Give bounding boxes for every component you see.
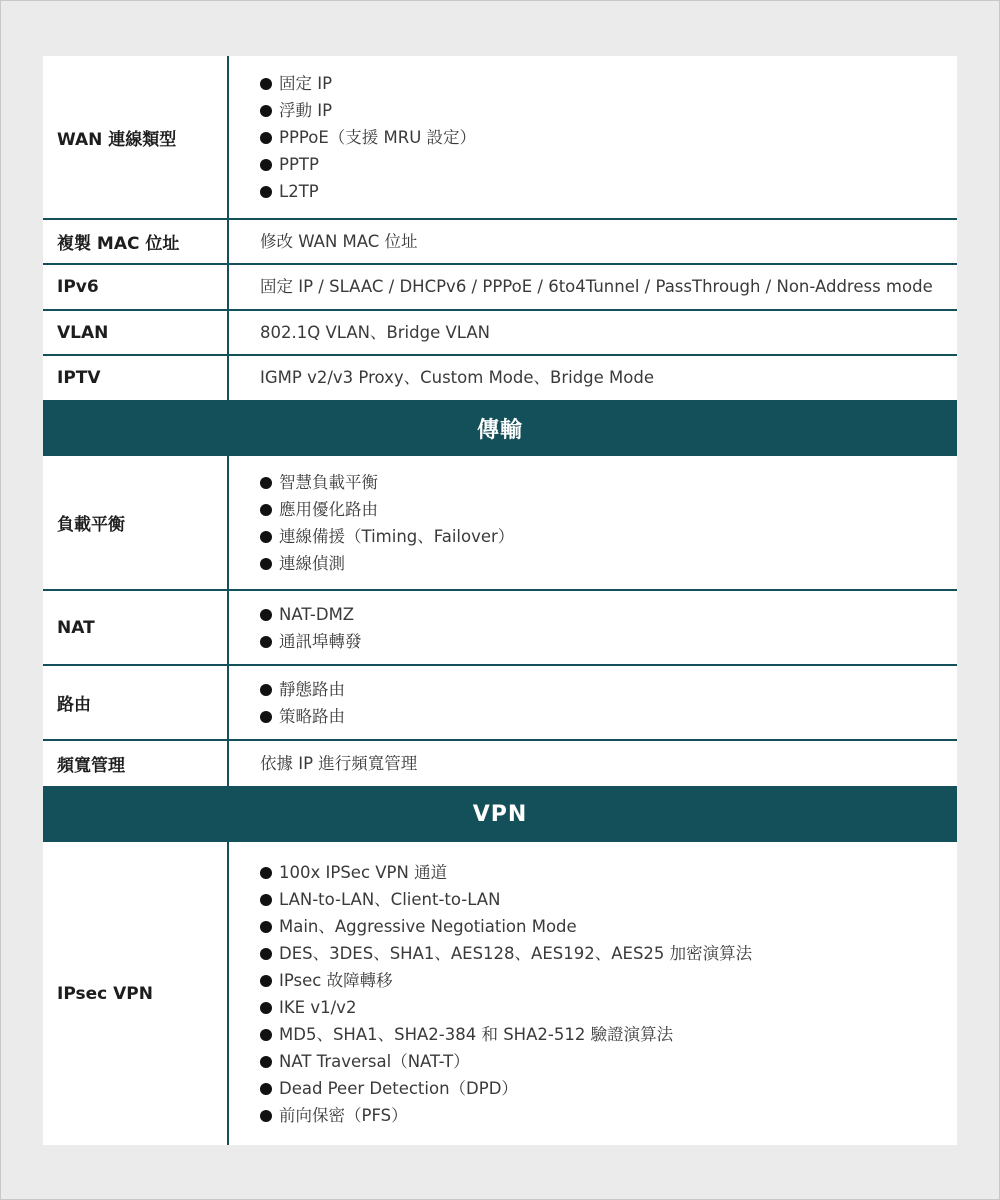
bullet-list [260, 859, 957, 1129]
spec-row-nat [43, 591, 957, 666]
list-item: 浮動 IP [260, 97, 957, 124]
spec-row-bandwidth [43, 741, 957, 786]
list-item: 固定 IP [260, 70, 957, 97]
spec-label: 複製 MAC 位址 [43, 220, 229, 263]
bullet-list [260, 469, 957, 577]
list-item: 策略路由 [260, 703, 957, 730]
spec-label: 路由 [43, 666, 229, 739]
spec-label: 頻寬管理 [43, 741, 229, 786]
spec-value [229, 591, 957, 664]
list-item: 靜態路由 [260, 676, 957, 703]
spec-label: WAN 連線類型 [43, 56, 229, 218]
list-item: LAN-to-LAN、Client-to-LAN [260, 886, 957, 913]
section-header-transport: 傳輸 [43, 400, 957, 456]
list-item: NAT-DMZ [260, 601, 957, 628]
spec-row-vlan [43, 311, 957, 356]
list-item: PPTP [260, 151, 957, 178]
spec-row-wan-type [43, 56, 957, 220]
spec-row-iptv [43, 356, 957, 400]
spec-value: IGMP v2/v3 Proxy、Custom Mode、Bridge Mode [260, 368, 655, 387]
list-item: NAT Traversal（NAT-T） [260, 1048, 957, 1075]
bullet-list [260, 601, 957, 655]
list-item: 通訊埠轉發 [260, 628, 957, 655]
spec-row-ipsec-vpn [43, 842, 957, 1145]
spec-value [229, 842, 957, 1145]
spec-value: 802.1Q VLAN、Bridge VLAN [260, 322, 490, 342]
spec-label: IPTV [43, 356, 229, 400]
spec-row-clone-mac [43, 220, 957, 265]
list-item: DES、3DES、SHA1、AES128、AES192、AES25 加密演算法 [260, 940, 957, 967]
spec-label: NAT [43, 591, 229, 664]
spec-value: 修改 WAN MAC 位址 [260, 231, 418, 251]
list-item: 連線偵測 [260, 550, 957, 577]
spec-row-ipv6 [43, 265, 957, 311]
spec-row-load-balance [43, 456, 957, 591]
list-item: 100x IPSec VPN 通道 [260, 859, 957, 886]
spec-label: IPsec VPN [43, 842, 229, 1145]
list-item: PPPoE（支援 MRU 設定） [260, 124, 957, 151]
list-item: 智慧負載平衡 [260, 469, 957, 496]
list-item: L2TP [260, 178, 957, 205]
list-item: 應用優化路由 [260, 496, 957, 523]
spec-value [229, 56, 957, 218]
list-item: 連線備援（Timing、Failover） [260, 523, 957, 550]
spec-value [229, 456, 957, 589]
list-item: MD5、SHA1、SHA2-384 和 SHA2-512 驗證演算法 [260, 1021, 957, 1048]
list-item: 前向保密（PFS） [260, 1102, 957, 1129]
spec-label: VLAN [43, 311, 229, 354]
list-item: Main、Aggressive Negotiation Mode [260, 913, 957, 940]
spec-label: IPv6 [43, 265, 229, 309]
spec-value: 固定 IP / SLAAC / DHCPv6 / PPPoE / 6to4Tunnel / PassThrough / Non-Address mode [260, 277, 933, 296]
list-item: Dead Peer Detection（DPD） [260, 1075, 957, 1102]
spec-label: 負載平衡 [43, 456, 229, 589]
spec-row-routing [43, 666, 957, 741]
spec-value [229, 666, 957, 739]
list-item: IKE v1/v2 [260, 994, 957, 1021]
bullet-list [260, 676, 957, 730]
spec-table [43, 56, 957, 1145]
bullet-list [260, 70, 957, 205]
section-header-vpn: VPN [43, 786, 957, 842]
spec-value: 依據 IP 進行頻寬管理 [260, 753, 418, 773]
list-item: IPsec 故障轉移 [260, 967, 957, 994]
